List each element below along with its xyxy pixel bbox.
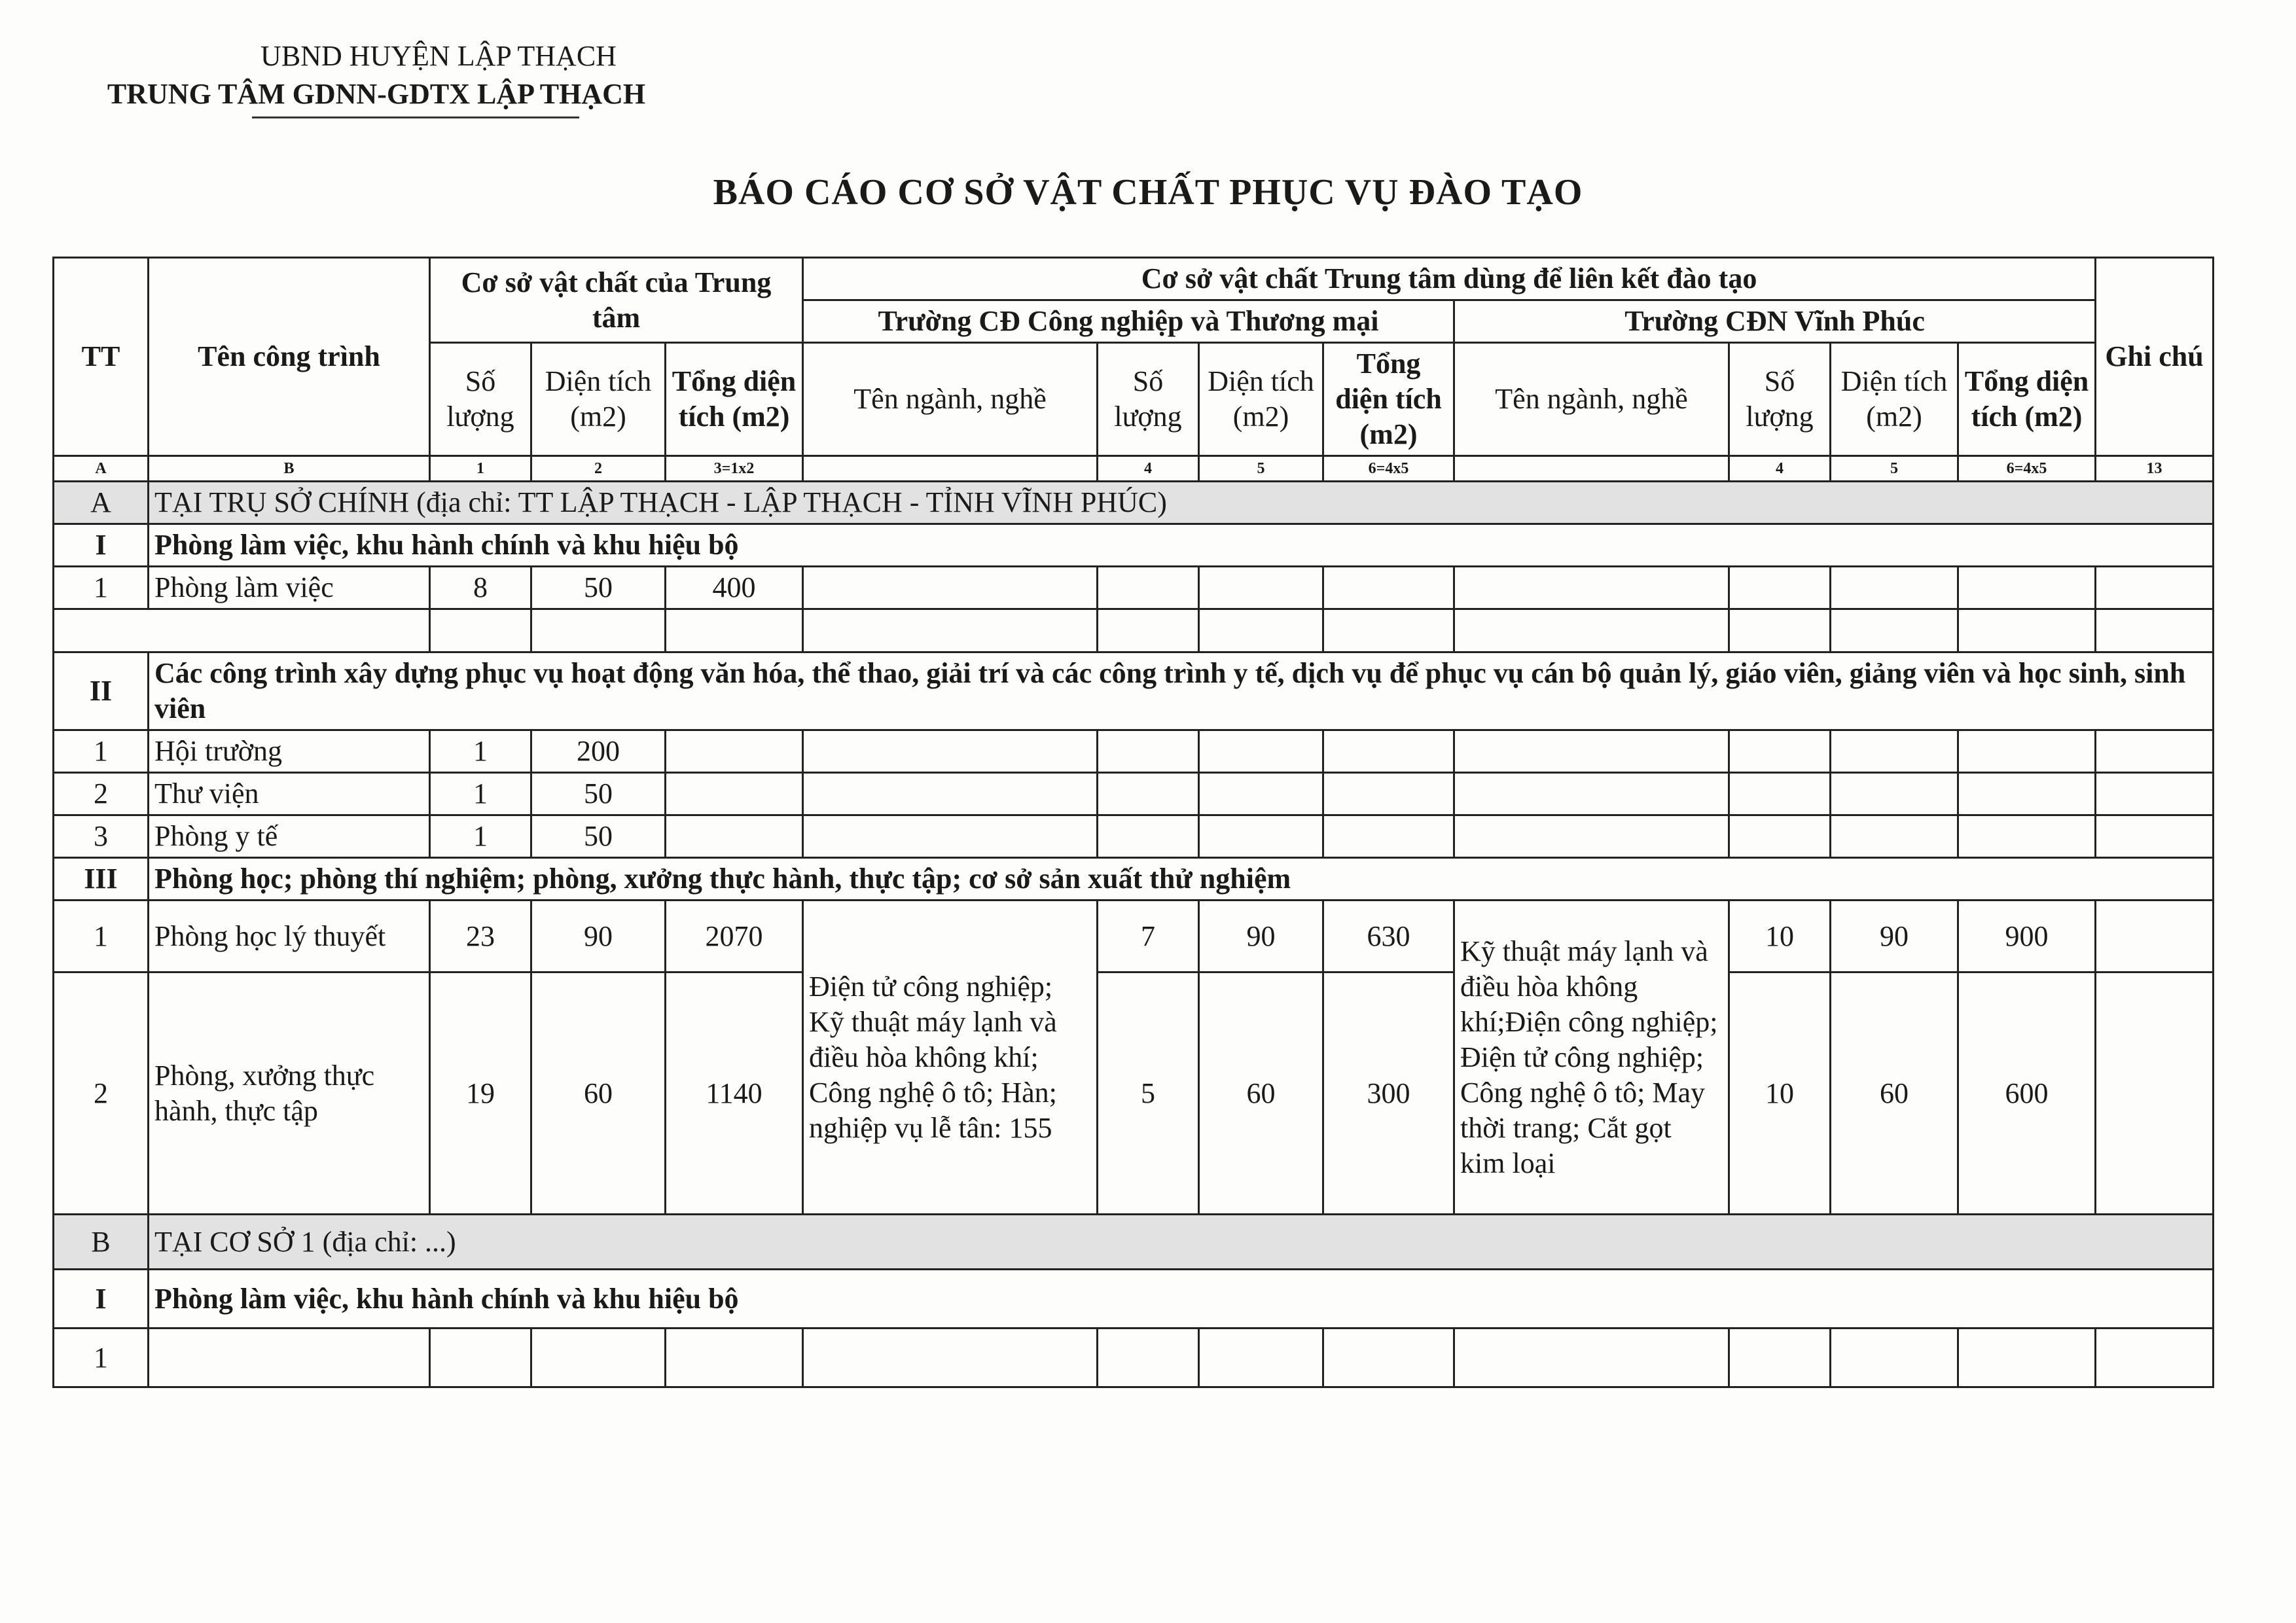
empty-cell: [1098, 815, 1199, 858]
area-cell: 60: [531, 972, 666, 1215]
empty-cell: [1323, 773, 1454, 815]
subsection-code: I: [54, 1270, 149, 1329]
facility-name: Thư viện: [149, 773, 430, 815]
row-number: 1: [54, 901, 149, 972]
school2-quantity-cell: 10: [1729, 972, 1831, 1215]
area-cell: 50: [531, 567, 666, 609]
empty-cell: [1199, 730, 1323, 773]
empty-cell: [1323, 730, 1454, 773]
empty-cell: [1729, 567, 1831, 609]
empty-cell: [1098, 773, 1199, 815]
empty-cell: [1958, 1329, 2096, 1387]
col-tt-header: TT: [54, 258, 149, 456]
index-cell: 2: [531, 456, 666, 482]
empty-cell: [1098, 567, 1199, 609]
total-area-cell: 1140: [666, 972, 803, 1215]
empty-cell: [1098, 730, 1199, 773]
empty-cell: [1323, 567, 1454, 609]
header-row-1: [54, 258, 2214, 300]
row-number: 2: [54, 972, 149, 1215]
school2-header: Trường CĐN Vĩnh Phúc: [1454, 300, 2096, 343]
col-name-header: Tên công trình: [149, 258, 430, 456]
empty-cell: [1831, 567, 1958, 609]
row-number: 3: [54, 815, 149, 858]
school1-area-cell: 90: [1199, 901, 1323, 972]
section-code: A: [54, 482, 149, 524]
quantity-cell: 1: [430, 730, 531, 773]
empty-cell: [1323, 815, 1454, 858]
total-area-cell: 400: [666, 567, 803, 609]
school1-area-cell: 60: [1199, 972, 1323, 1215]
school1-quantity-cell: 5: [1098, 972, 1199, 1215]
school2-major-header: Tên ngành, nghề: [1454, 343, 1729, 456]
index-cell: B: [149, 456, 430, 482]
column-index-row: [54, 456, 2214, 482]
school2-majors-cell: Kỹ thuật máy lạnh và điều hòa không khí;Điện công nghiệp; Điện tử công nghiệp; Công nghệ ô tô; May thời trang; Cắt gọt kim loại: [1454, 901, 1729, 1215]
index-cell: 4: [1098, 456, 1199, 482]
empty-cell: [803, 567, 1098, 609]
empty-cell: [666, 1329, 803, 1387]
empty-cell: [1831, 1329, 1958, 1387]
table-row: [54, 972, 2214, 1215]
facility-name: Phòng làm việc: [149, 567, 430, 609]
subsection-row: [54, 858, 2214, 901]
empty-cell: [1729, 730, 1831, 773]
org-line-1: UBND HUYỆN LẬP THẠCH: [260, 40, 617, 72]
section-label: TẠI CƠ SỞ 1 (địa chỉ: ...): [149, 1215, 2214, 1270]
section-a-row: [54, 482, 2214, 524]
subsection-row: [54, 524, 2214, 567]
empty-cell: [666, 730, 803, 773]
quantity-cell: 8: [430, 567, 531, 609]
school1-total-cell: 630: [1323, 901, 1454, 972]
subsection-label: Phòng làm việc, khu hành chính và khu hiệu bộ: [149, 1270, 2214, 1329]
center-area-header: Diện tích (m2): [531, 343, 666, 456]
table-row: [54, 773, 2214, 815]
area-cell: 90: [531, 901, 666, 972]
section-code: B: [54, 1215, 149, 1270]
empty-cell: [1454, 1329, 1729, 1387]
school2-area-cell: 90: [1831, 901, 1958, 972]
empty-cell: [1323, 1329, 1454, 1387]
empty-cell: [1454, 730, 1729, 773]
center-quantity-header: Số lượng: [430, 343, 531, 456]
table-row: [54, 1329, 2214, 1387]
subsection-label: Phòng làm việc, khu hành chính và khu hiệu bộ: [149, 524, 2214, 567]
empty-cell: [1454, 609, 1729, 652]
empty-cell: [1454, 815, 1729, 858]
facility-name: Phòng y tế: [149, 815, 430, 858]
school2-total-header: Tổng diện tích (m2): [1958, 343, 2096, 456]
empty-cell: [1323, 609, 1454, 652]
quantity-cell: 23: [430, 901, 531, 972]
school2-quantity-cell: 10: [1729, 901, 1831, 972]
empty-cell: [1199, 1329, 1323, 1387]
facility-name: Hội trường: [149, 730, 430, 773]
school2-area-header: Diện tích (m2): [1831, 343, 1958, 456]
empty-cell: [2096, 815, 2214, 858]
empty-cell: [1199, 567, 1323, 609]
subsection-code: III: [54, 858, 149, 901]
empty-cell: [666, 773, 803, 815]
index-cell: 5: [1199, 456, 1323, 482]
empty-cell: [149, 1329, 430, 1387]
area-cell: 50: [531, 815, 666, 858]
index-cell: [1454, 456, 1729, 482]
empty-cell: [1454, 567, 1729, 609]
empty-cell: [2096, 609, 2214, 652]
empty-cell: [1199, 773, 1323, 815]
empty-cell: [1831, 730, 1958, 773]
school1-total-header: Tổng diện tích (m2): [1323, 343, 1454, 456]
empty-cell: [1958, 730, 2096, 773]
empty-cell: [666, 815, 803, 858]
empty-cell: [1831, 815, 1958, 858]
index-cell: 6=4x5: [1323, 456, 1454, 482]
table-row: [54, 567, 2214, 609]
table-row: [54, 901, 2214, 972]
subsection-code: II: [54, 652, 149, 730]
empty-cell: [1831, 609, 1958, 652]
school2-total-cell: 900: [1958, 901, 2096, 972]
index-cell: 13: [2096, 456, 2214, 482]
empty-cell: [1454, 773, 1729, 815]
school1-majors-cell: Điện tử công nghiệp; Kỹ thuật máy lạnh và điều hòa không khí; Công nghệ ô tô; Hàn; nghiệp vụ lễ tân: 155: [803, 901, 1098, 1215]
subsection-label: Phòng học; phòng thí nghiệm; phòng, xưởng thực hành, thực tập; cơ sở sản xuất thử nghiệm: [149, 858, 2214, 901]
row-number: 1: [54, 730, 149, 773]
area-cell: 50: [531, 773, 666, 815]
empty-cell: [1098, 609, 1199, 652]
subsection-label: Các công trình xây dựng phục vụ hoạt động văn hóa, thể thao, giải trí và các công trình y tế, dịch vụ để phục vụ cán bộ quản lý, giáo viên, giảng viên và học sinh, sinh viên: [149, 652, 2214, 730]
index-cell: 6=4x5: [1958, 456, 2096, 482]
empty-row: [54, 609, 2214, 652]
report-title: BÁO CÁO CƠ SỞ VẬT CHẤT PHỤC VỤ ĐÀO TẠO: [713, 172, 1583, 213]
empty-cell: [803, 773, 1098, 815]
empty-cell: [1199, 815, 1323, 858]
quantity-cell: 1: [430, 815, 531, 858]
empty-cell: [1729, 773, 1831, 815]
empty-cell: [1098, 1329, 1199, 1387]
empty-cell: [1831, 773, 1958, 815]
index-cell: 1: [430, 456, 531, 482]
empty-cell: [2096, 730, 2214, 773]
empty-cell: [1958, 773, 2096, 815]
school1-area-header: Diện tích (m2): [1199, 343, 1323, 456]
school2-total-cell: 600: [1958, 972, 2096, 1215]
index-cell: 5: [1831, 456, 1958, 482]
empty-cell: [54, 609, 430, 652]
empty-cell: [1199, 609, 1323, 652]
index-cell: A: [54, 456, 149, 482]
empty-cell: [666, 609, 803, 652]
row-number: 1: [54, 567, 149, 609]
empty-cell: [2096, 773, 2214, 815]
school1-total-cell: 300: [1323, 972, 1454, 1215]
empty-cell: [803, 1329, 1098, 1387]
school2-area-cell: 60: [1831, 972, 1958, 1215]
table-row: [54, 730, 2214, 773]
row-number: 1: [54, 1329, 149, 1387]
empty-cell: [1729, 815, 1831, 858]
empty-cell: [803, 609, 1098, 652]
section-b-row: [54, 1215, 2214, 1270]
org-underline: [252, 116, 579, 118]
empty-cell: [1958, 609, 2096, 652]
empty-cell: [531, 1329, 666, 1387]
empty-cell: [430, 609, 531, 652]
facility-name: Phòng, xưởng thực hành, thực tập: [149, 972, 430, 1215]
empty-cell: [1958, 567, 2096, 609]
empty-cell: [2096, 972, 2214, 1215]
empty-cell: [2096, 1329, 2214, 1387]
school1-quantity-header: Số lượng: [1098, 343, 1199, 456]
school1-quantity-cell: 7: [1098, 901, 1199, 972]
school1-header: Trường CĐ Công nghiệp và Thương mại: [803, 300, 1454, 343]
empty-cell: [1958, 815, 2096, 858]
quantity-cell: 19: [430, 972, 531, 1215]
col-linked-training-header: Cơ sở vật chất Trung tâm dùng để liên kết đào tạo: [803, 258, 2096, 300]
school1-major-header: Tên ngành, nghề: [803, 343, 1098, 456]
table-row: [54, 815, 2214, 858]
empty-cell: [430, 1329, 531, 1387]
empty-cell: [531, 609, 666, 652]
center-total-header: Tổng diện tích (m2): [666, 343, 803, 456]
subsection-row: [54, 1270, 2214, 1329]
index-cell: 3=1x2: [666, 456, 803, 482]
school2-quantity-header: Số lượng: [1729, 343, 1831, 456]
facility-name: Phòng học lý thuyết: [149, 901, 430, 972]
empty-cell: [2096, 567, 2214, 609]
empty-cell: [1729, 1329, 1831, 1387]
total-area-cell: 2070: [666, 901, 803, 972]
quantity-cell: 1: [430, 773, 531, 815]
section-label: TẠI TRỤ SỞ CHÍNH (địa chỉ: TT LẬP THẠCH - LẬP THẠCH - TỈNH VĨNH PHÚC): [149, 482, 2214, 524]
empty-cell: [803, 815, 1098, 858]
empty-cell: [803, 730, 1098, 773]
index-cell: [803, 456, 1098, 482]
area-cell: 200: [531, 730, 666, 773]
row-number: 2: [54, 773, 149, 815]
col-note-header: Ghi chú: [2096, 258, 2214, 456]
subsection-row: [54, 652, 2214, 730]
facilities-table: [52, 257, 2214, 1388]
index-cell: 4: [1729, 456, 1831, 482]
col-center-facilities-header: Cơ sở vật chất của Trung tâm: [430, 258, 803, 343]
subsection-code: I: [54, 524, 149, 567]
empty-cell: [1729, 609, 1831, 652]
empty-cell: [2096, 901, 2214, 972]
org-line-2: TRUNG TÂM GDNN-GDTX LẬP THẠCH: [107, 78, 646, 110]
